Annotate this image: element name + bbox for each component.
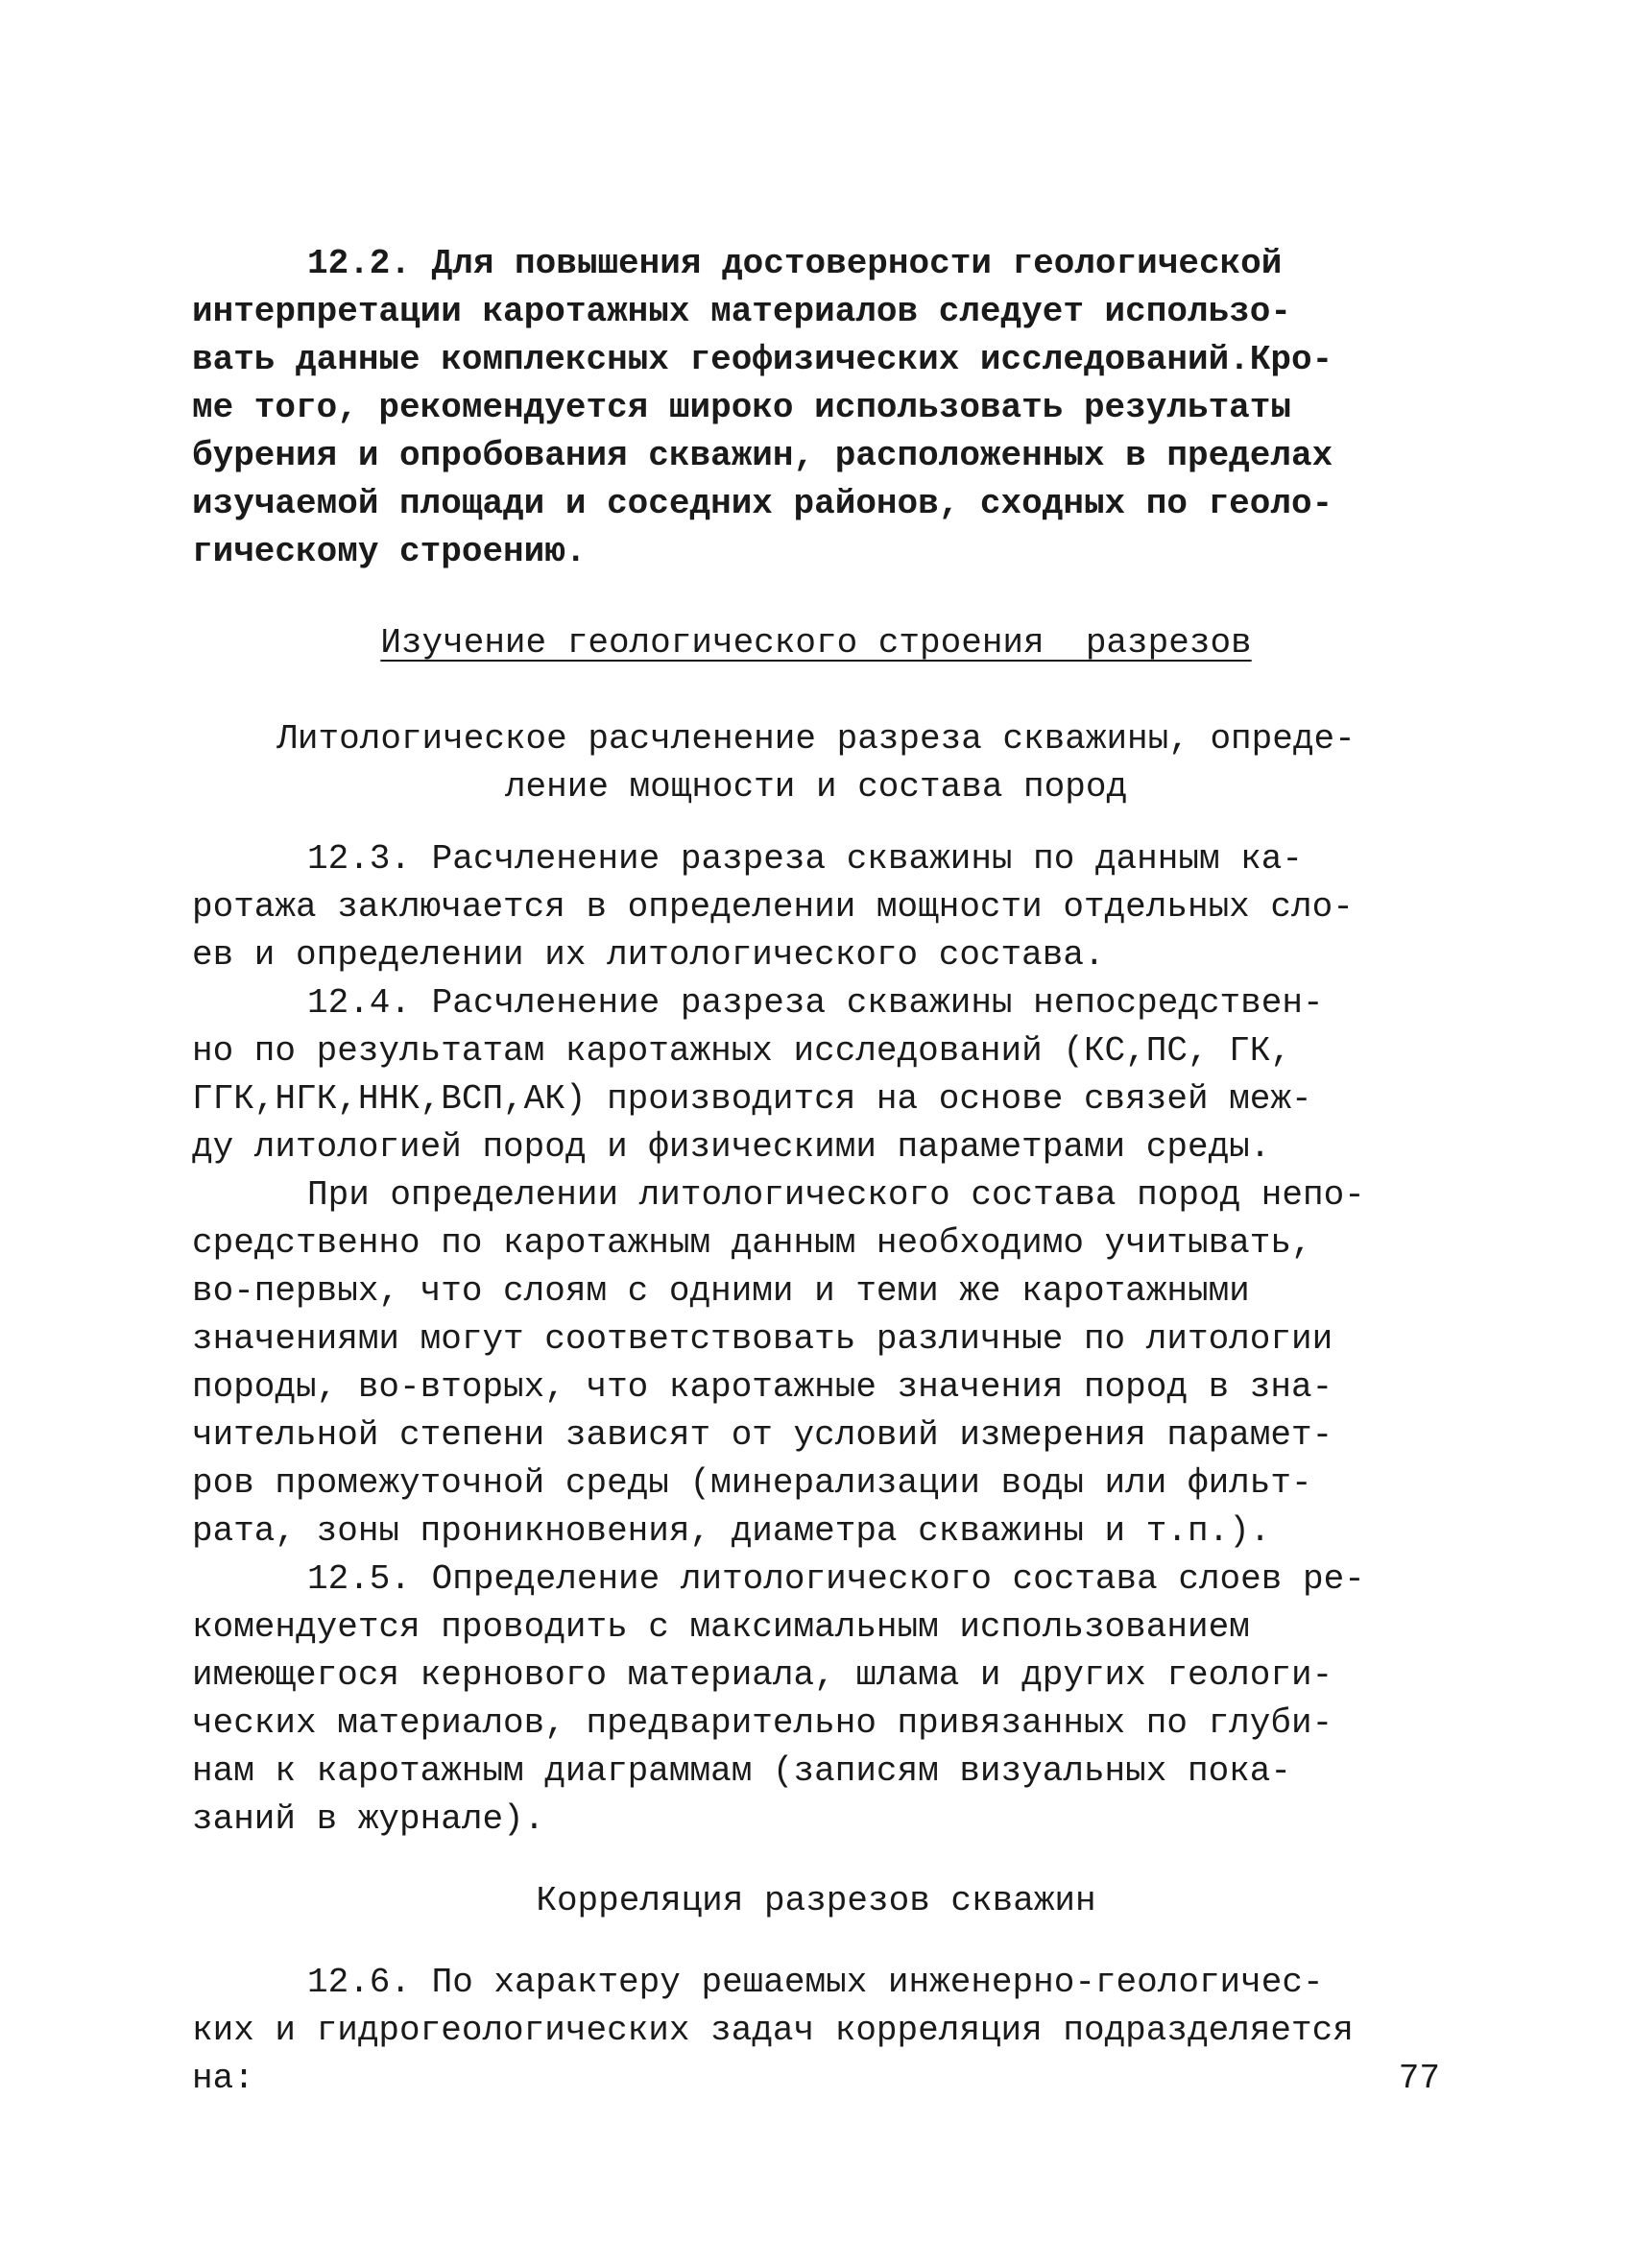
paragraph-main-line-4: значениями могут соответствовать различные по литологии <box>192 1319 1333 1359</box>
paragraph-main-line-5: породы, во-вторых, что каротажные значения пород в зна- <box>192 1367 1333 1407</box>
paragraph-12-5-line-3: имеющегося кернового материала, шлама и других геологи- <box>192 1655 1333 1695</box>
paragraph-12-5-line-6: заний в журнале). <box>192 1799 545 1839</box>
section-heading-correlation: Корреляция разрезов скважин <box>536 1881 1096 1920</box>
paragraph-12-5-line-5: нам к каротажным диаграммам (записям визуальных пока- <box>192 1751 1291 1791</box>
paragraph-12-2-line-6: изучаемой площади и соседних районов, сходных по геоло- <box>192 484 1333 523</box>
paragraph-main-line-3: во-первых, что слоям с одними и теми же каротажными <box>192 1271 1250 1311</box>
section-heading-geology: Изучение геологического строения разрезов <box>380 623 1252 663</box>
paragraph-main-line-1: При определении литологического состава пород непо- <box>307 1175 1365 1215</box>
paragraph-12-2-line-7: гическому строению. <box>192 532 587 571</box>
paragraph-12-4-line-3: ГГК,НГК,ННК,ВСП,АК) производится на основе связей меж- <box>192 1079 1312 1119</box>
paragraph-12-2-line-2: интерпретации каротажных материалов следует использо- <box>192 292 1291 331</box>
paragraph-12-3-line-2: ротажа заключается в определении мощности отдельных сло- <box>192 887 1354 927</box>
paragraph-main-line-7: ров промежуточной среды (минерализации воды или фильт- <box>192 1463 1312 1503</box>
paragraph-main-line-6: чительной степени зависят от условий измерения парамет- <box>192 1415 1333 1455</box>
paragraph-12-3-line-1: 12.3. Расчленение разреза скважины по данным ка- <box>307 839 1303 879</box>
paragraph-12-2-line-4: ме того, рекомендуется широко использовать результаты <box>192 388 1291 427</box>
paragraph-12-4-line-4: ду литологией пород и физическими параметрами среды. <box>192 1127 1271 1167</box>
paragraph-12-4-line-2: но по результатам каротажных исследований (КС,ПС, ГК, <box>192 1031 1291 1071</box>
subheading-line-1: Литологическое расчленение разреза скважины, опреде- <box>276 719 1356 759</box>
paragraph-12-6-line-2: ких и гидрогеологических задач корреляция подразделяется <box>192 2011 1354 2050</box>
paragraph-12-3-line-3: ев и определении их литологического состава. <box>192 935 1105 975</box>
paragraph-main-line-8: рата, зоны проникновения, диаметра скважины и т.п.). <box>192 1511 1271 1551</box>
paragraph-main-line-2: средственно по каротажным данным необходимо учитывать, <box>192 1223 1312 1263</box>
subheading-line-2: ление мощности и состава пород <box>504 767 1128 807</box>
paragraph-12-2-line-5: бурения и опробования скважин, расположенных в пределах <box>192 436 1333 475</box>
paragraph-12-5-line-4: ческих материалов, предварительно привязанных по глуби- <box>192 1703 1333 1743</box>
paragraph-12-6-line-1: 12.6. По характеру решаемых инженерно-геологичес- <box>307 1963 1324 2002</box>
paragraph-12-5-line-2: комендуется проводить с максимальным использованием <box>192 1607 1250 1647</box>
paragraph-12-2-line-3: вать данные комплексных геофизических исследований.Кро- <box>192 340 1333 379</box>
paragraph-12-2-line-1: 12.2. Для повышения достоверности геологической <box>307 244 1283 283</box>
paragraph-12-4-line-1: 12.4. Расчленение разреза скважины непосредствен- <box>307 983 1324 1023</box>
paragraph-12-6-line-3: на: <box>192 2059 254 2098</box>
paragraph-12-5-line-1: 12.5. Определение литологического состава слоев ре- <box>307 1559 1365 1599</box>
page-number: 77 <box>1398 2059 1440 2098</box>
